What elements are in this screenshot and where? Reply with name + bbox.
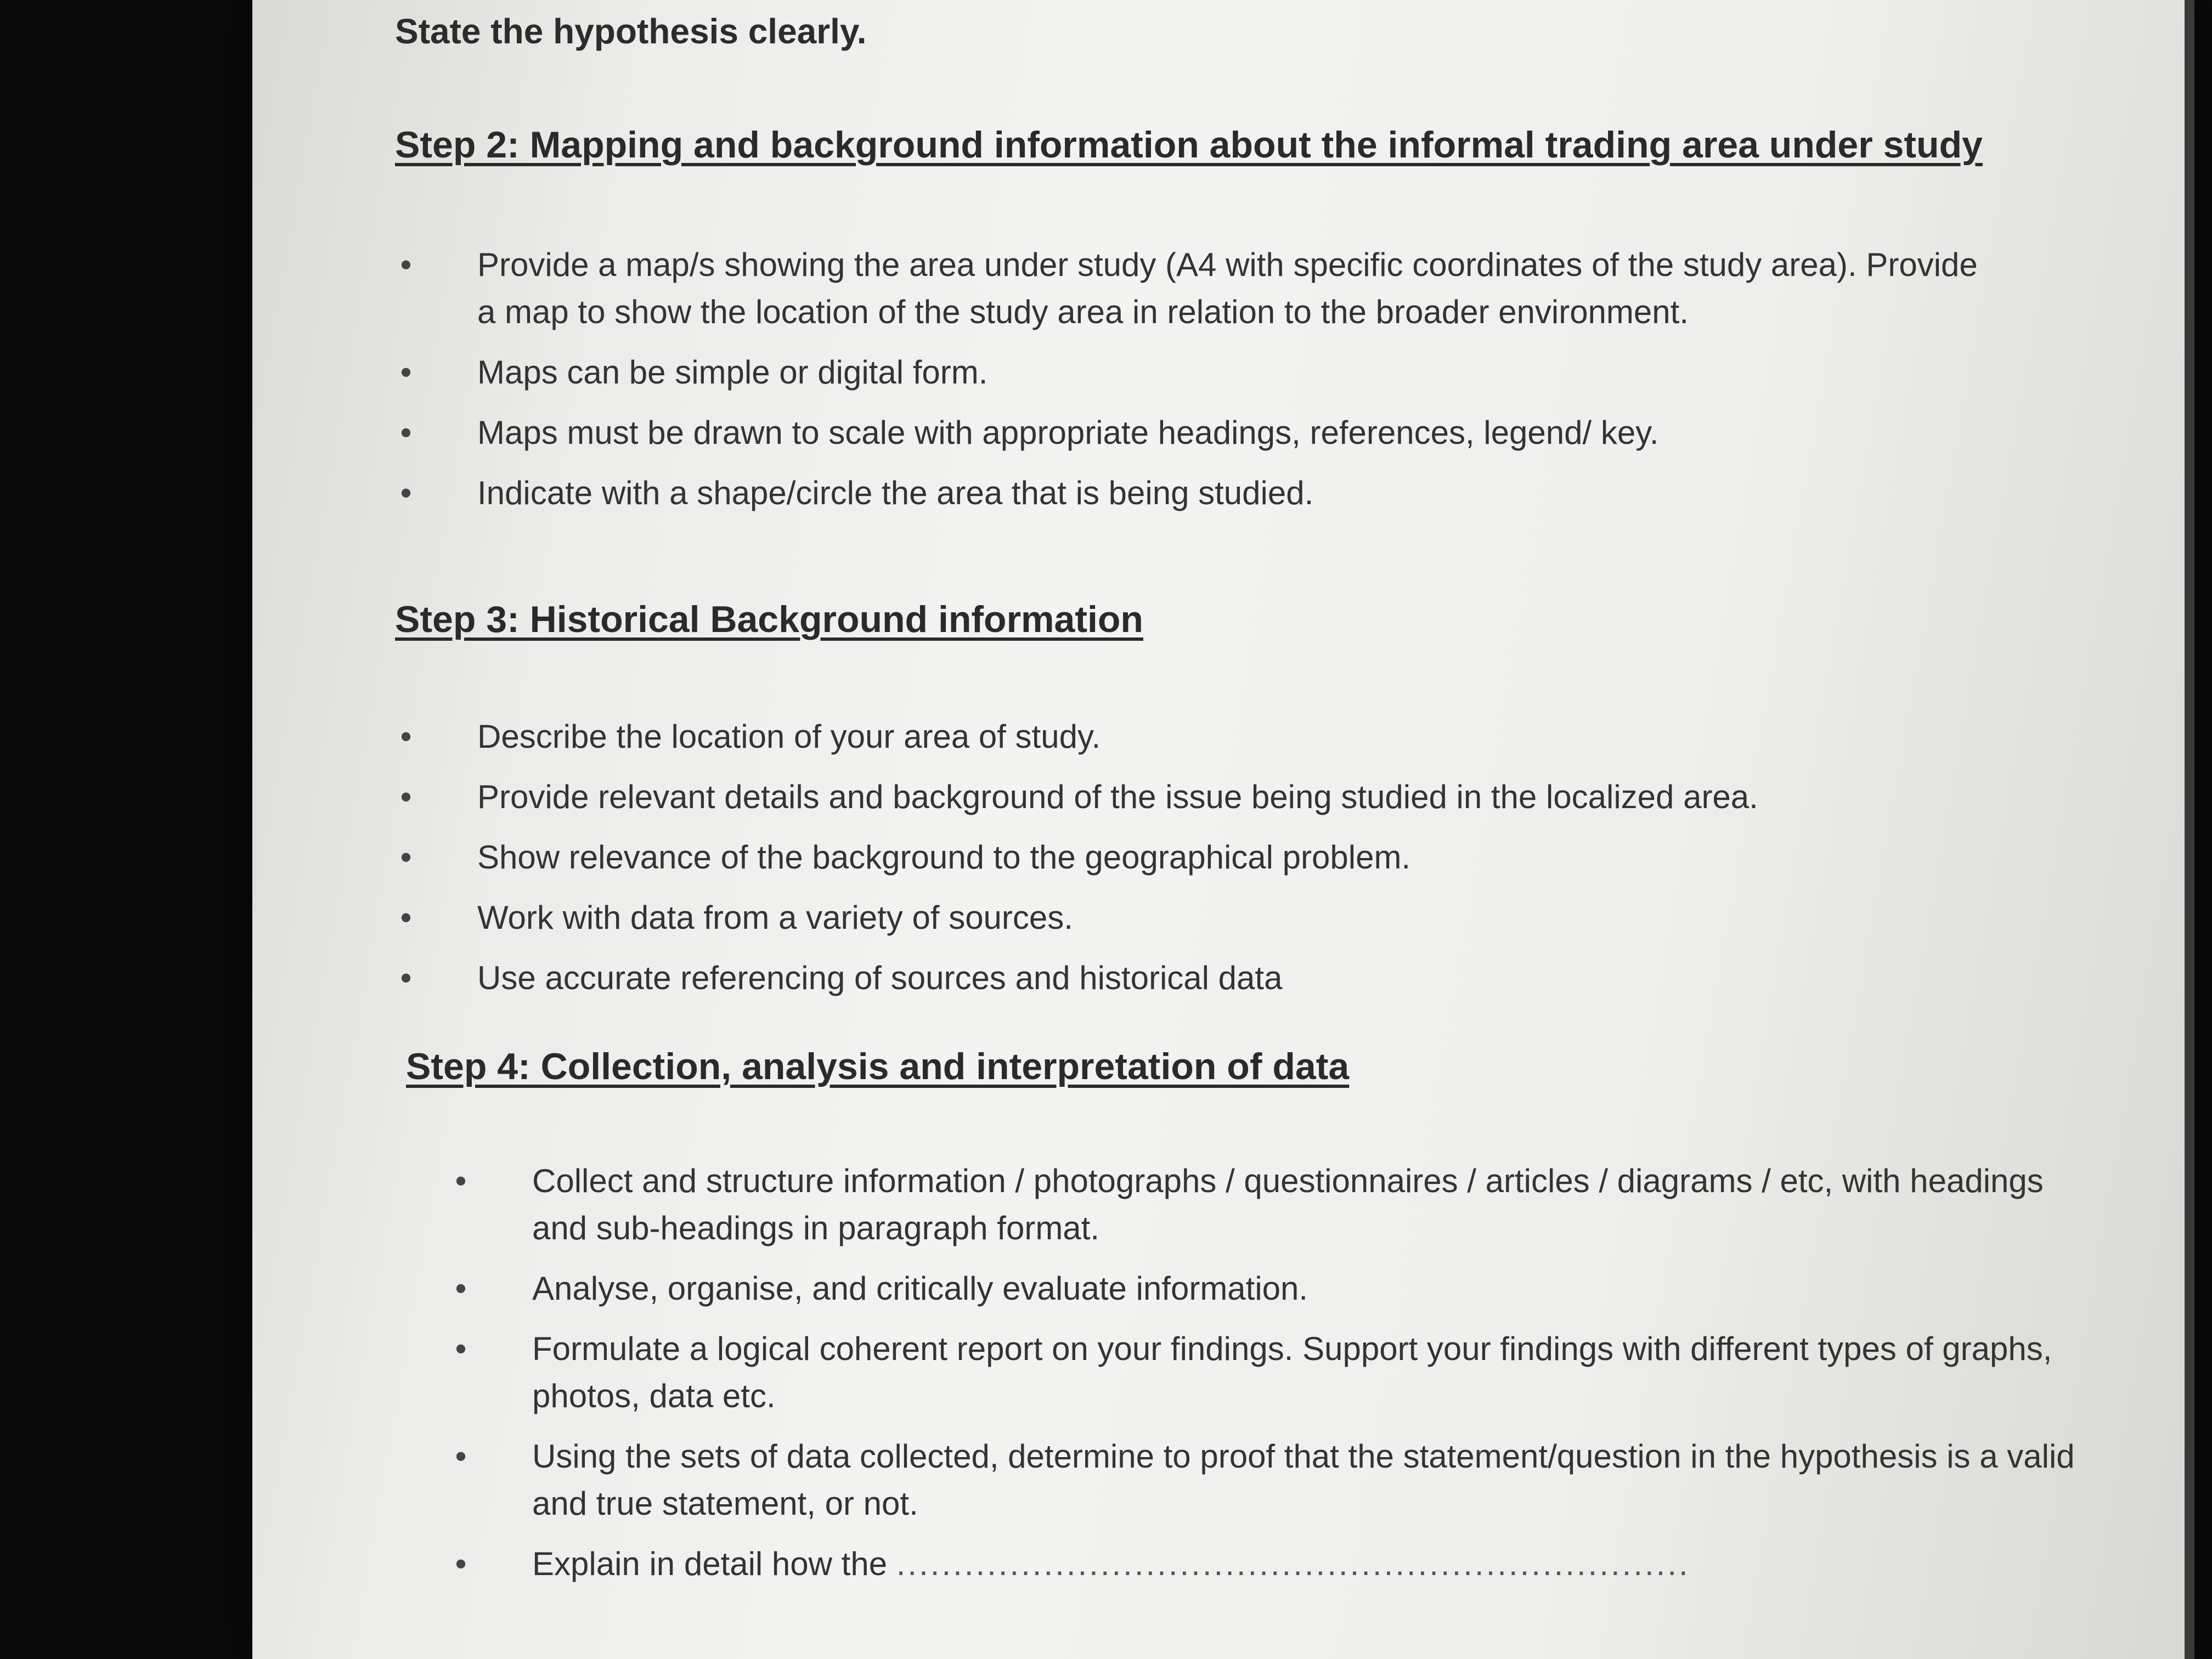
list-item: [395, 409, 1986, 456]
step4-list: [395, 1158, 2096, 1601]
list-item: [395, 1265, 2096, 1312]
step3-heading: Step 3: Historical Background information: [395, 599, 1143, 640]
bullet-icon: •: [400, 354, 412, 391]
bullet-icon: •: [400, 414, 412, 451]
list-item: [395, 834, 2041, 881]
list-item: [395, 894, 2041, 941]
list-item: [395, 1325, 2096, 1420]
hypothesis-instruction: State the hypothesis clearly.: [395, 12, 867, 51]
step3-list: [395, 713, 2041, 1015]
list-item-text: Maps can be simple or digital form.: [477, 354, 988, 391]
list-item: [395, 1433, 2096, 1527]
list-item: [395, 955, 2041, 1002]
list-item: [395, 1541, 2096, 1588]
list-item: [395, 470, 1986, 517]
list-item-text: Analyse, organise, and critically evaluate information.: [532, 1270, 1308, 1307]
step2-list: [395, 241, 1986, 530]
page-edge: [2185, 0, 2194, 1659]
bullet-icon: •: [400, 778, 412, 815]
list-item: [395, 713, 2041, 760]
bullet-icon: •: [455, 1270, 467, 1307]
list-item-text: Use accurate referencing of sources and historical data: [477, 960, 1283, 996]
document-page: [252, 0, 2194, 1659]
step2-heading: Step 2: Mapping and background information about the informal trading area under study: [395, 124, 1983, 166]
list-item-text: Show relevance of the background to the geographical problem.: [477, 839, 1411, 876]
list-item-text: Formulate a logical coherent report on your findings. Support your findings with different types of graphs, photos, data etc.: [532, 1330, 2052, 1414]
answer-blank-line: ......................................................................: [896, 1545, 1690, 1582]
bullet-icon: •: [455, 1330, 467, 1367]
bullet-icon: •: [455, 1163, 467, 1199]
list-item: [395, 241, 1986, 336]
bullet-icon: •: [400, 246, 412, 283]
list-item-text: Provide relevant details and background of the issue being studied in the localized area.: [477, 778, 1758, 815]
list-item-text: Work with data from a variety of sources.: [477, 899, 1073, 936]
bullet-icon: •: [400, 475, 412, 511]
bullet-icon: •: [400, 718, 412, 755]
step4-heading: Step 4: Collection, analysis and interpretation of data: [406, 1046, 1350, 1087]
list-item-text: Describe the location of your area of study.: [477, 718, 1101, 755]
bullet-icon: •: [400, 899, 412, 936]
list-item: [395, 349, 1986, 396]
list-item-text: Maps must be drawn to scale with appropriate headings, references, legend/ key.: [477, 414, 1659, 451]
list-item-text: Using the sets of data collected, determine to proof that the statement/question in the hypothesis is a valid and true statement, or not.: [532, 1438, 2075, 1522]
bullet-icon: •: [400, 839, 412, 876]
list-item: [395, 774, 2041, 821]
list-item-text: Explain in detail how the: [532, 1545, 888, 1582]
list-item-text: Indicate with a shape/circle the area that is being studied.: [477, 475, 1314, 511]
bullet-icon: •: [455, 1545, 467, 1582]
list-item: [395, 1158, 2096, 1252]
list-item-text: Collect and structure information / photographs / questionnaires / articles / diagrams / etc, with headings and sub-headings in paragraph format.: [532, 1163, 2044, 1246]
list-item-text: Provide a map/s showing the area under study (A4 with specific coordinates of the study area). Provide a map to show the location of the study area in relation to the broader environment.: [477, 246, 1978, 330]
bullet-icon: •: [400, 960, 412, 996]
bullet-icon: •: [455, 1438, 467, 1475]
